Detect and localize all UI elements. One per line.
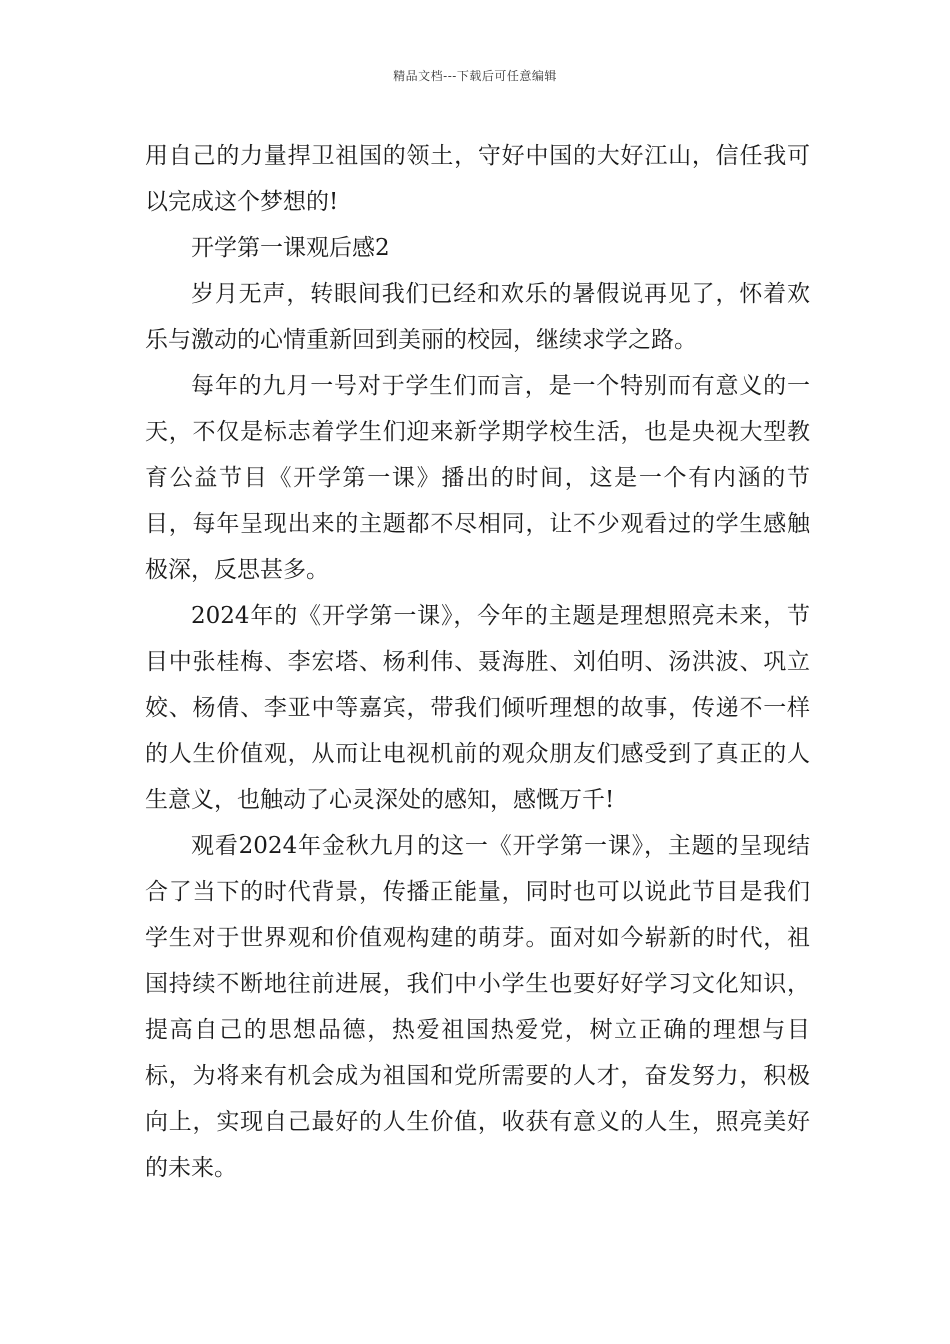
paragraph-2: 岁月无声，转眼间我们已经和欢乐的暑假说再见了，怀着欢乐与激动的心情重新回到美丽的校园，继续求学之路。 xyxy=(145,281,810,353)
document-body xyxy=(145,133,810,1191)
section-title: 开学第一课观后感2 xyxy=(191,235,390,261)
page-header: 精品文档---下载后可任意编辑 xyxy=(393,69,557,83)
paragraph-1: 用自己的力量捍卫祖国的领土，守好中国的大好江山，信任我可以完成这个梦想的! xyxy=(145,143,810,215)
paragraph-4: 2024年的《开学第一课》，今年的主题是理想照亮未来，节目中张桂梅、李宏塔、杨利伟、聂海胜、刘伯明、汤洪波、巩立姣、杨倩、李亚中等嘉宾，带我们倾听理想的故事，传递不一样的人生价值观，从而让电视机前的观众朋友们感受到了真正的人生意义，也触动了心灵深处的感知，感慨万千! xyxy=(145,603,810,813)
paragraph-5: 观看2024年金秋九月的这一《开学第一课》，主题的呈现结合了当下的时代背景，传播正能量，同时也可以说此节目是我们学生对于世界观和价值观构建的萌芽。面对如今崭新的时代，祖国持续不断地往前进展，我们中小学生也要好好学习文化知识，提高自己的思想品德，热爱祖国热爱党，树立正确的理想与目标，为将来有机会成为祖国和党所需要的人才，奋发努力，积极向上，实现自己最好的人生价值，收获有意义的人生，照亮美好的未来。 xyxy=(145,833,810,1181)
paragraph-3: 每年的九月一号对于学生们而言，是一个特别而有意义的一天，不仅是标志着学生们迎来新学期学校生活，也是央视大型教育公益节目《开学第一课》播出的时间，这是一个有内涵的节目，每年呈现出来的主题都不尽相同，让不少观看过的学生感触极深，反思甚多。 xyxy=(145,373,810,583)
